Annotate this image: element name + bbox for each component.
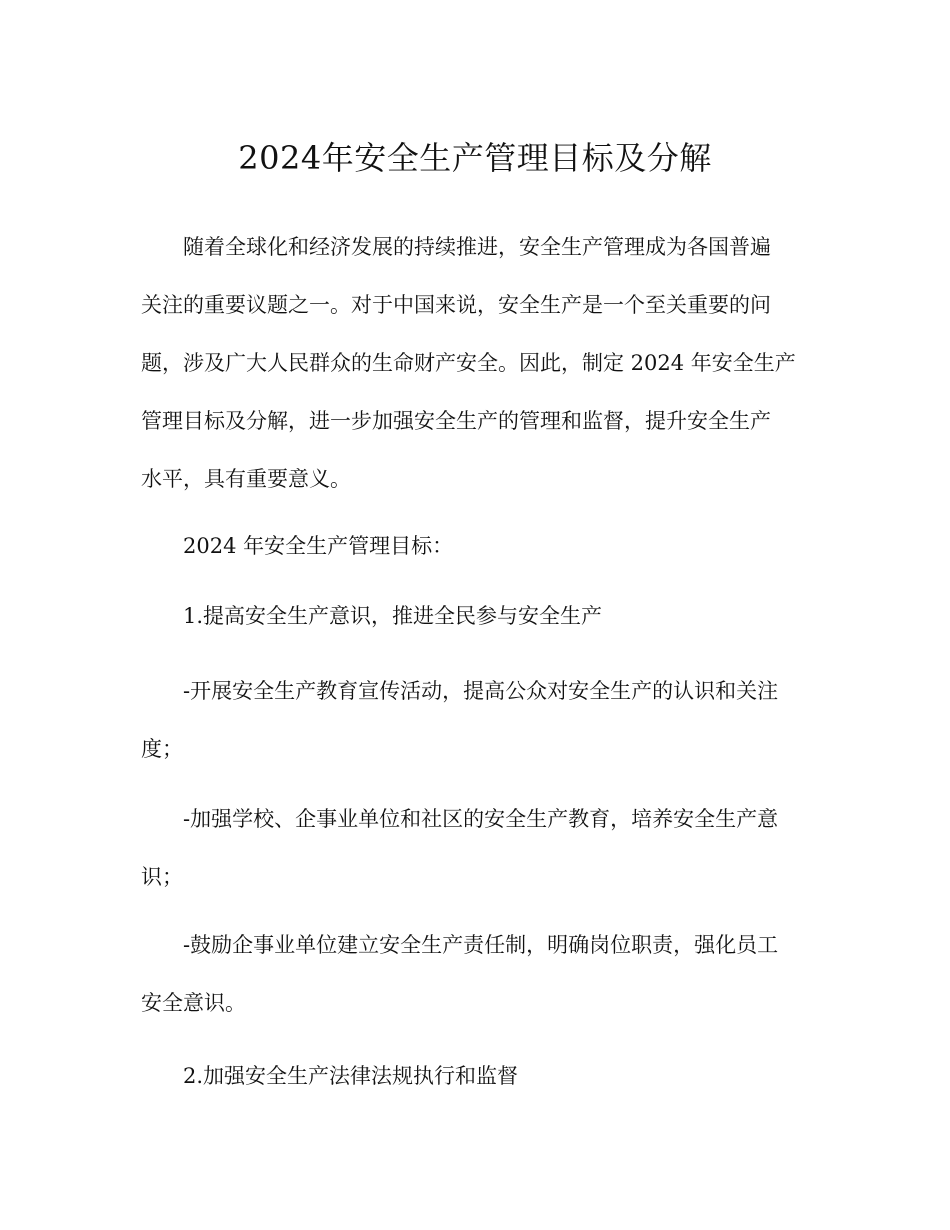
intro-paragraph — [141, 218, 809, 508]
intro-line-3: 题，涉及广大人民群众的生命财产安全。因此，制定 2024 年安全生产 — [141, 351, 796, 375]
goal-1-item-3 — [141, 916, 809, 1032]
goal-1-item-2-line-1: -加强学校、企事业单位和社区的安全生产教育，培养安全生产意 — [183, 807, 779, 831]
intro-line-1: 随着全球化和经济发展的持续推进，安全生产管理成为各国普遍 — [183, 235, 771, 259]
intro-line-2: 关注的重要议题之一。对于中国来说，安全生产是一个至关重要的问 — [141, 293, 771, 317]
goal-1-heading — [141, 587, 809, 645]
goal-1-item-2-line-2: 识； — [141, 865, 183, 889]
intro-line-4: 管理目标及分解，进一步加强安全生产的管理和监督，提升安全生产 — [141, 409, 771, 433]
goal-1-item-3-line-2: 安全意识。 — [141, 991, 246, 1015]
goal-1-item-1-line-1: -开展安全生产教育宣传活动，提高公众对安全生产的认识和关注 — [183, 679, 779, 703]
goal-1-item-1 — [141, 662, 809, 778]
goal-1-item-2 — [141, 790, 809, 906]
goal-2-heading — [141, 1047, 809, 1105]
goals-heading — [141, 517, 809, 575]
goal-2-heading-text: 2.加强安全生产法律法规执行和监督 — [183, 1064, 519, 1088]
goals-heading-text: 2024 年安全生产管理目标： — [183, 534, 454, 558]
goal-1-item-1-line-2: 度； — [141, 737, 183, 761]
goal-1-item-3-line-1: -鼓励企事业单位建立安全生产责任制，明确岗位职责，强化员工 — [183, 933, 779, 957]
document-title: 2024年安全生产管理目标及分解 — [238, 139, 712, 177]
goal-1-heading-text: 1.提高安全生产意识，推进全民参与安全生产 — [183, 604, 603, 628]
intro-line-5: 水平，具有重要意义。 — [141, 467, 351, 491]
